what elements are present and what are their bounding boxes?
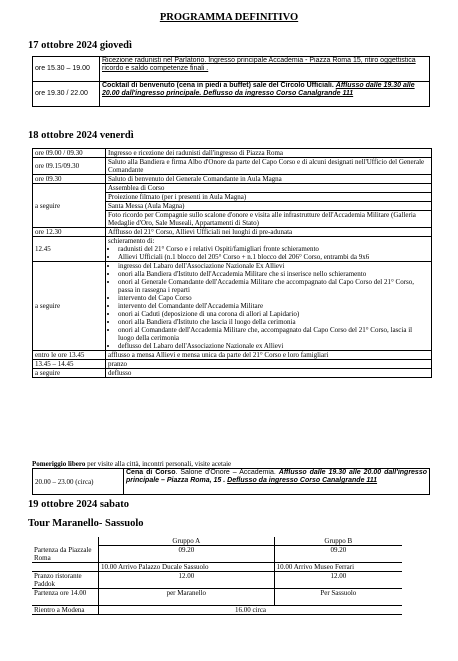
table-row — [32, 588, 402, 605]
time-cell: ore 15.30 – 19.00 — [33, 57, 100, 82]
label-cell: Partenza da Piazzale Roma — [32, 546, 99, 563]
day3-heading: 19 ottobre 2024 sabato — [28, 499, 130, 510]
table-row — [33, 469, 430, 495]
time-cell: ore 09.15/09.30 — [33, 158, 106, 175]
time-cell: a seguire — [33, 369, 106, 378]
label-cell — [32, 537, 99, 546]
table-row — [33, 351, 432, 360]
table-row — [33, 237, 432, 262]
cena-table — [32, 468, 430, 495]
value-cell: per Maranello — [99, 588, 275, 605]
value-cell: 09.20 — [99, 546, 275, 563]
table-row — [33, 360, 432, 369]
table-row — [33, 158, 432, 175]
schieramento-heading: schieramento di: — [108, 237, 155, 245]
list-item: • intervento del Capo Corso — [118, 294, 429, 302]
text-cell: Assemblea di Corso — [106, 184, 432, 193]
day2-heading: 18 ottobre 2024 venerdì — [28, 130, 134, 141]
text-cell: Santa Messa (Aula Magna) — [106, 202, 432, 211]
time-cell: entro le ore 13.45 — [33, 351, 106, 360]
text-cell — [100, 82, 430, 107]
list-item: • intervento del Comandante dell'Accademia Militare — [118, 302, 429, 310]
pomeriggio-text: per visite alla città, incontri personali, visite acetaie — [85, 460, 232, 468]
text-cell: Foto ricordo per Compagnie sullo scalone d'onore e visita alle infrastrutture dell'Accademia Militare (Galleria Medaglie d'Oro, Sale Museali, Appartamenti di Stato) — [106, 211, 432, 228]
time-cell: 20.00 – 23.00 (circa) — [33, 469, 124, 495]
time-cell: 13.45 – 14.45 — [33, 360, 106, 369]
list-item: • onori alla Bandiera d'Istituto che lascia il luogo della cerimonia — [118, 318, 429, 326]
page-title: PROGRAMMA DEFINITIVO — [159, 12, 299, 23]
text-cell — [124, 469, 430, 495]
table-row — [32, 562, 402, 571]
tour-heading: Tour Maranello- Sassuolo — [28, 518, 144, 529]
label-cell — [32, 562, 99, 571]
text-cell: Ingresso e ricezione dei radunisti dall'ingresso di Piazza Roma — [106, 149, 432, 158]
day2-table — [32, 148, 432, 378]
table-row — [33, 149, 432, 158]
table-row — [33, 369, 432, 378]
header-cell: Gruppo B — [274, 537, 402, 546]
cena-place: . Salone d'Onore – Accademia. — [175, 469, 279, 476]
table-row — [33, 57, 430, 82]
afflusso-text: Afflusso dalle 19.30 alle 20.00 dall'ingresso principale. Deflusso da ingresso Corso Canalgrande 111 — [102, 82, 415, 97]
list-item: • onori al Generale Comandante dell'Accademia Militare che accompagnato dal Capo Corso del 21° Corso, passa in rassegna i reparti — [118, 278, 429, 294]
text-cell — [106, 237, 432, 262]
label-cell: Rientro a Modena — [32, 605, 99, 614]
time-cell: ore 19.30 / 22.00 — [33, 82, 100, 107]
label-cell: Pranzo ristorante Paddok — [32, 571, 99, 588]
cena-afflusso: Afflusso dalle 19.30 alle 20.00 dall'ingresso principale – Piazza Roma, 15 . — [126, 469, 427, 484]
day1-heading: 17 ottobre 2024 giovedì — [28, 40, 132, 51]
time-cell: a seguire — [33, 262, 106, 351]
value-cell: 10.00 Arrivo Museo Ferrari — [274, 562, 402, 571]
value-cell: 09.20 — [274, 546, 402, 563]
list-item: • deflusso del Labaro dell'Associazione Nazionale ex Allievi — [118, 342, 429, 350]
list-item: • Allievi Ufficiali (n.1 blocco del 205° Corso + n.1 blocco del 206° Corso, entrambi da 9x6 — [118, 253, 429, 261]
schieramento-list — [108, 245, 429, 261]
text-cell: Proiezione filmato (per i presenti in Aula Magna) — [106, 193, 432, 202]
text-cell: Saluto di benvenuto del Generale Comandante in Aula Magna — [106, 175, 432, 184]
value-cell: 10.00 Arrivo Palazzo Ducale Sassuolo — [99, 562, 275, 571]
list-item: • onori alla Bandiera d'Istituto dell'Accademia Militare che si inserisce nello schieramento — [118, 270, 429, 278]
time-cell: a seguire — [33, 184, 106, 228]
table-row — [33, 82, 430, 107]
text-cell: pranzo — [106, 360, 432, 369]
list-item: • onori al Comandante dell'Accademia Militare che, accompagnato dal Capo Corso del 21° Corso, lascia il luogo della cerimonia — [118, 326, 429, 342]
table-row — [33, 184, 432, 193]
ceremony-list — [108, 262, 429, 350]
value-cell: Per Sassuolo — [274, 588, 402, 605]
value-cell: 12.00 — [274, 571, 402, 588]
value-cell: 12.00 — [99, 571, 275, 588]
table-row — [32, 537, 402, 546]
day1-table — [32, 56, 430, 107]
cena-label: Cena di Corso — [126, 469, 176, 476]
header-cell: Gruppo A — [99, 537, 275, 546]
text-cell: Afflusso del 21° Corso, Allievi Ufficiali nei luoghi di pre-adunata — [106, 228, 432, 237]
time-cell: ore 12.30 — [33, 228, 106, 237]
value-cell: 16.00 circa — [99, 605, 403, 614]
table-row — [33, 228, 432, 237]
table-row — [33, 175, 432, 184]
list-item: • ingresso del Labaro dell'Associazione Nazionale Ex Allievi — [118, 262, 429, 270]
pomeriggio-bold: Pomeriggio libero — [32, 460, 86, 468]
list-item: • radunisti del 21° Corso e i relativi Ospiti/famigliari fronte schieramento — [118, 245, 429, 253]
table-row — [32, 605, 402, 614]
tour-table — [32, 537, 402, 615]
text-cell: Saluto alla Bandiera e firma Albo d'Onore da parte del Capo Corso e di alcuni designati nell'Ufficio del Generale Comandante — [106, 158, 432, 175]
cocktail-text: Cocktail di benvenuto (cena in piedi a buffet) sale del Circolo Ufficiali. — [102, 82, 336, 89]
time-cell: 12.45 — [33, 237, 106, 262]
pomeriggio-libero — [32, 460, 231, 468]
cena-deflusso: Deflusso da ingresso Corso Canalgrande 111 — [227, 477, 378, 484]
text-cell — [106, 262, 432, 351]
text-cell: Ricezione radunisti nel Parlatorio. Ingresso principale Accademia - Piazza Roma 15, ritiro oggettistica ricordo e saldo competenze finali . — [100, 57, 430, 82]
table-row — [33, 262, 432, 351]
table-row — [32, 571, 402, 588]
table-row — [32, 546, 402, 563]
time-cell: ore 09.30 — [33, 175, 106, 184]
time-cell: ore 09.00 / 09.30 — [33, 149, 106, 158]
text-cell: afflusso a mensa Allievi e mensa unica da parte del 21° Corso e loro famigliari — [106, 351, 432, 360]
label-cell: Partenza ore 14.00 — [32, 588, 99, 605]
list-item: • onori ai Caduti (deposizione di una corona di allori al Lapidario) — [118, 310, 429, 318]
text-cell: deflusso — [106, 369, 432, 378]
